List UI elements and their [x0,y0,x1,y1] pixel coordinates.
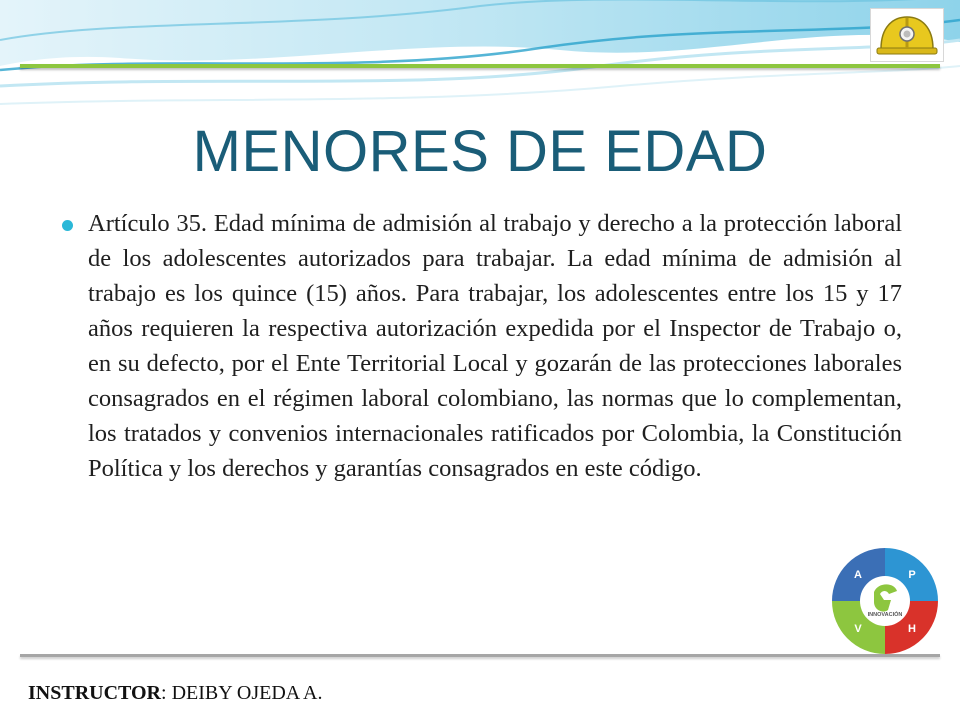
slide-title: MENORES DE EDAD [192,119,768,184]
logo-quadrant-a: A [854,569,862,581]
logo-quadrant-h: H [908,623,916,635]
top-divider [20,64,940,68]
footer-separator: : [161,682,172,704]
article-paragraph: Artículo 35. Edad mínima de admisión al trabajo y derecho a la protección laboral de los adolescentes autorizados para trabajar. La edad mínima de admisión al trabajo es los quince (15) años. Para trabajar, los adolescentes entre los 15 y 17 años requieren la respectiva autorización expedida por el Inspector de Trabajo o, en su defecto, por el Ente Territorial Local y gozarán de las protecciones laborales consagrados en el régimen laboral colombiano, las normas que lo complementan, los tratados y convenios internacionales ratificados por Colombia, la Constitución Política y los derechos y garantías consagrados en este código. [88,210,902,482]
header-wave-decoration [0,0,960,110]
logo-quadrant-p: P [908,569,916,581]
bottom-divider [20,654,940,657]
footer-instructor-name: DEIBY OJEDA A. [171,682,323,704]
footer-label: INSTRUCTOR [28,682,161,704]
helmet-logo-icon [870,8,944,62]
bullet-icon [62,220,73,231]
logo-center-text: INNOVACIÓN [867,612,903,618]
apvh-cycle-logo-icon [828,544,942,658]
logo-quadrant-v: V [854,623,862,635]
footer-instructor [28,682,323,705]
